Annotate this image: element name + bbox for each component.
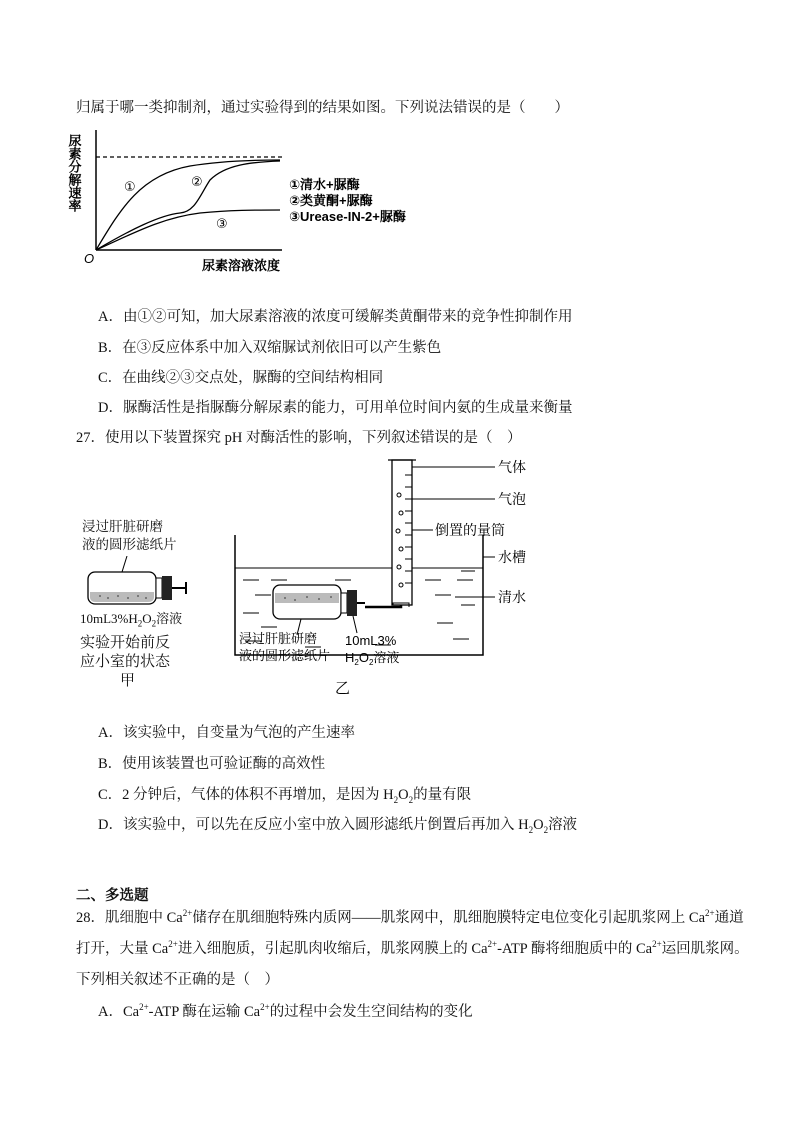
x-axis-label: 尿素溶液浓度: [202, 258, 281, 273]
jia-caption: [80, 634, 170, 691]
label-bubble: 气泡: [498, 491, 526, 507]
legend-item-1: ①清水+脲酶: [289, 177, 360, 192]
q27-option-d: D．该实验中，可以先在反应小室中放入圆形滤纸片倒置后再加入 $H_2O_2$溶液: [98, 817, 578, 835]
yi-neck: [341, 593, 347, 613]
jia-paper-label-line1: 浸过肝脏研磨: [82, 519, 163, 534]
q27-stem: 27．使用以下装置探究 pH 对酶活性的影响，下列叙述错误的是（ ）: [76, 430, 522, 446]
q26-option-a: A．由①②可知，加大尿素溶液的浓度可缓解类黄酮带来的竞争性抑制作用: [98, 309, 573, 325]
yi-caption: 乙: [335, 680, 351, 697]
jia-neck: [156, 578, 162, 598]
q28-line-1: 28．肌细胞中 $Ca^{2+}$储存在肌细胞特殊内质网——肌浆网中，肌细胞膜特定电位变化引起肌浆网上 $Ca^{2+}$通道: [76, 908, 744, 926]
label-tank: 水槽: [498, 549, 526, 565]
section-title: 二、多选题: [76, 888, 149, 904]
curve-marker-2: ②: [191, 174, 203, 189]
figure-yi: [225, 455, 545, 700]
q28-line-3: 下列相关叙述不正确的是（ ）: [76, 972, 279, 988]
q27-option-b: B．使用该装置也可验证酶的高效性: [98, 756, 326, 772]
yi-solution-line2: $H_2O_2$溶液: [345, 650, 400, 667]
jia-reaction-chamber: [72, 556, 202, 616]
question-intro-line: 归属于哪一类抑制剂，通过实验得到的结果如图。下列说法错误的是（ ）: [76, 100, 569, 116]
jia-paper-label-line2: 液的圆形滤纸片: [82, 537, 177, 552]
q26-option-d: D．脲酶活性是指脲酶分解尿素的能力，可用单位时间内氨的生成量来衡量: [98, 400, 573, 416]
label-water: 清水: [498, 589, 526, 605]
origin-label: O: [84, 251, 95, 266]
label-cylinder: 倒置的量筒: [435, 522, 505, 538]
yi-paper-label-line1: 浸过肝脏研磨: [239, 631, 318, 646]
q26-option-c: C．在曲线②③交点处，脲酶的空间结构相同: [98, 370, 384, 386]
jia-solution-label: $10mL3\%H_2O_2$溶液: [80, 611, 183, 629]
curve-marker-3: ③: [216, 216, 228, 231]
legend-item-2: ②类黄酮+脲酶: [289, 193, 373, 208]
curve-1: [96, 160, 280, 250]
q27-option-a: A．该实验中，自变量为气泡的产生速率: [98, 725, 355, 741]
yi-solution-line1: 10mL3%: [345, 633, 397, 648]
q28-option-a: A．$Ca^{2+}$-ATP 酶在运输 $Ca^{2+}$的过程中会发生空间结构的变化: [98, 1002, 473, 1020]
jia-solution-fill: [90, 592, 154, 602]
jia-pointer-line: [122, 556, 127, 572]
y-axis-label: 尿素分解速率: [66, 134, 82, 212]
jia-paper-label: [82, 518, 177, 554]
q28-line-2: 打开，大量 $Ca^{2+}$进入细胞质，引起肌肉收缩后，肌浆网膜上的 $Ca^{2+}$-ATP 酶将细胞质中的 $Ca^{2+}$运回肌浆网。: [76, 939, 749, 957]
jia-caption-line1: 实验开始前反: [80, 635, 171, 651]
q26-option-b: B．在③反应体系中加入双缩脲试剂依旧可以产生紫色: [98, 340, 442, 356]
q27-option-c: C．2 分钟后，气体的体积不再增加，是因为 $H_2O_2$的量有限: [98, 787, 472, 805]
curve-2: [96, 161, 280, 250]
figure-jia: [72, 518, 222, 698]
jia-stopper: [162, 576, 172, 600]
curve-marker-1: ①: [124, 179, 136, 194]
pointer-solution: [353, 616, 357, 633]
jia-caption-line3: 甲: [120, 673, 136, 689]
urease-rate-chart: [60, 120, 440, 280]
yi-paper-label-line2: 液的圆形滤纸片: [239, 648, 331, 663]
label-gas: 气体: [498, 459, 526, 475]
legend-item-3: ③Urease-IN-2+脲酶: [289, 209, 406, 224]
yi-stopper: [347, 590, 357, 616]
curve-3: [96, 210, 280, 250]
jia-caption-line2: 应小室的状态: [80, 654, 171, 670]
